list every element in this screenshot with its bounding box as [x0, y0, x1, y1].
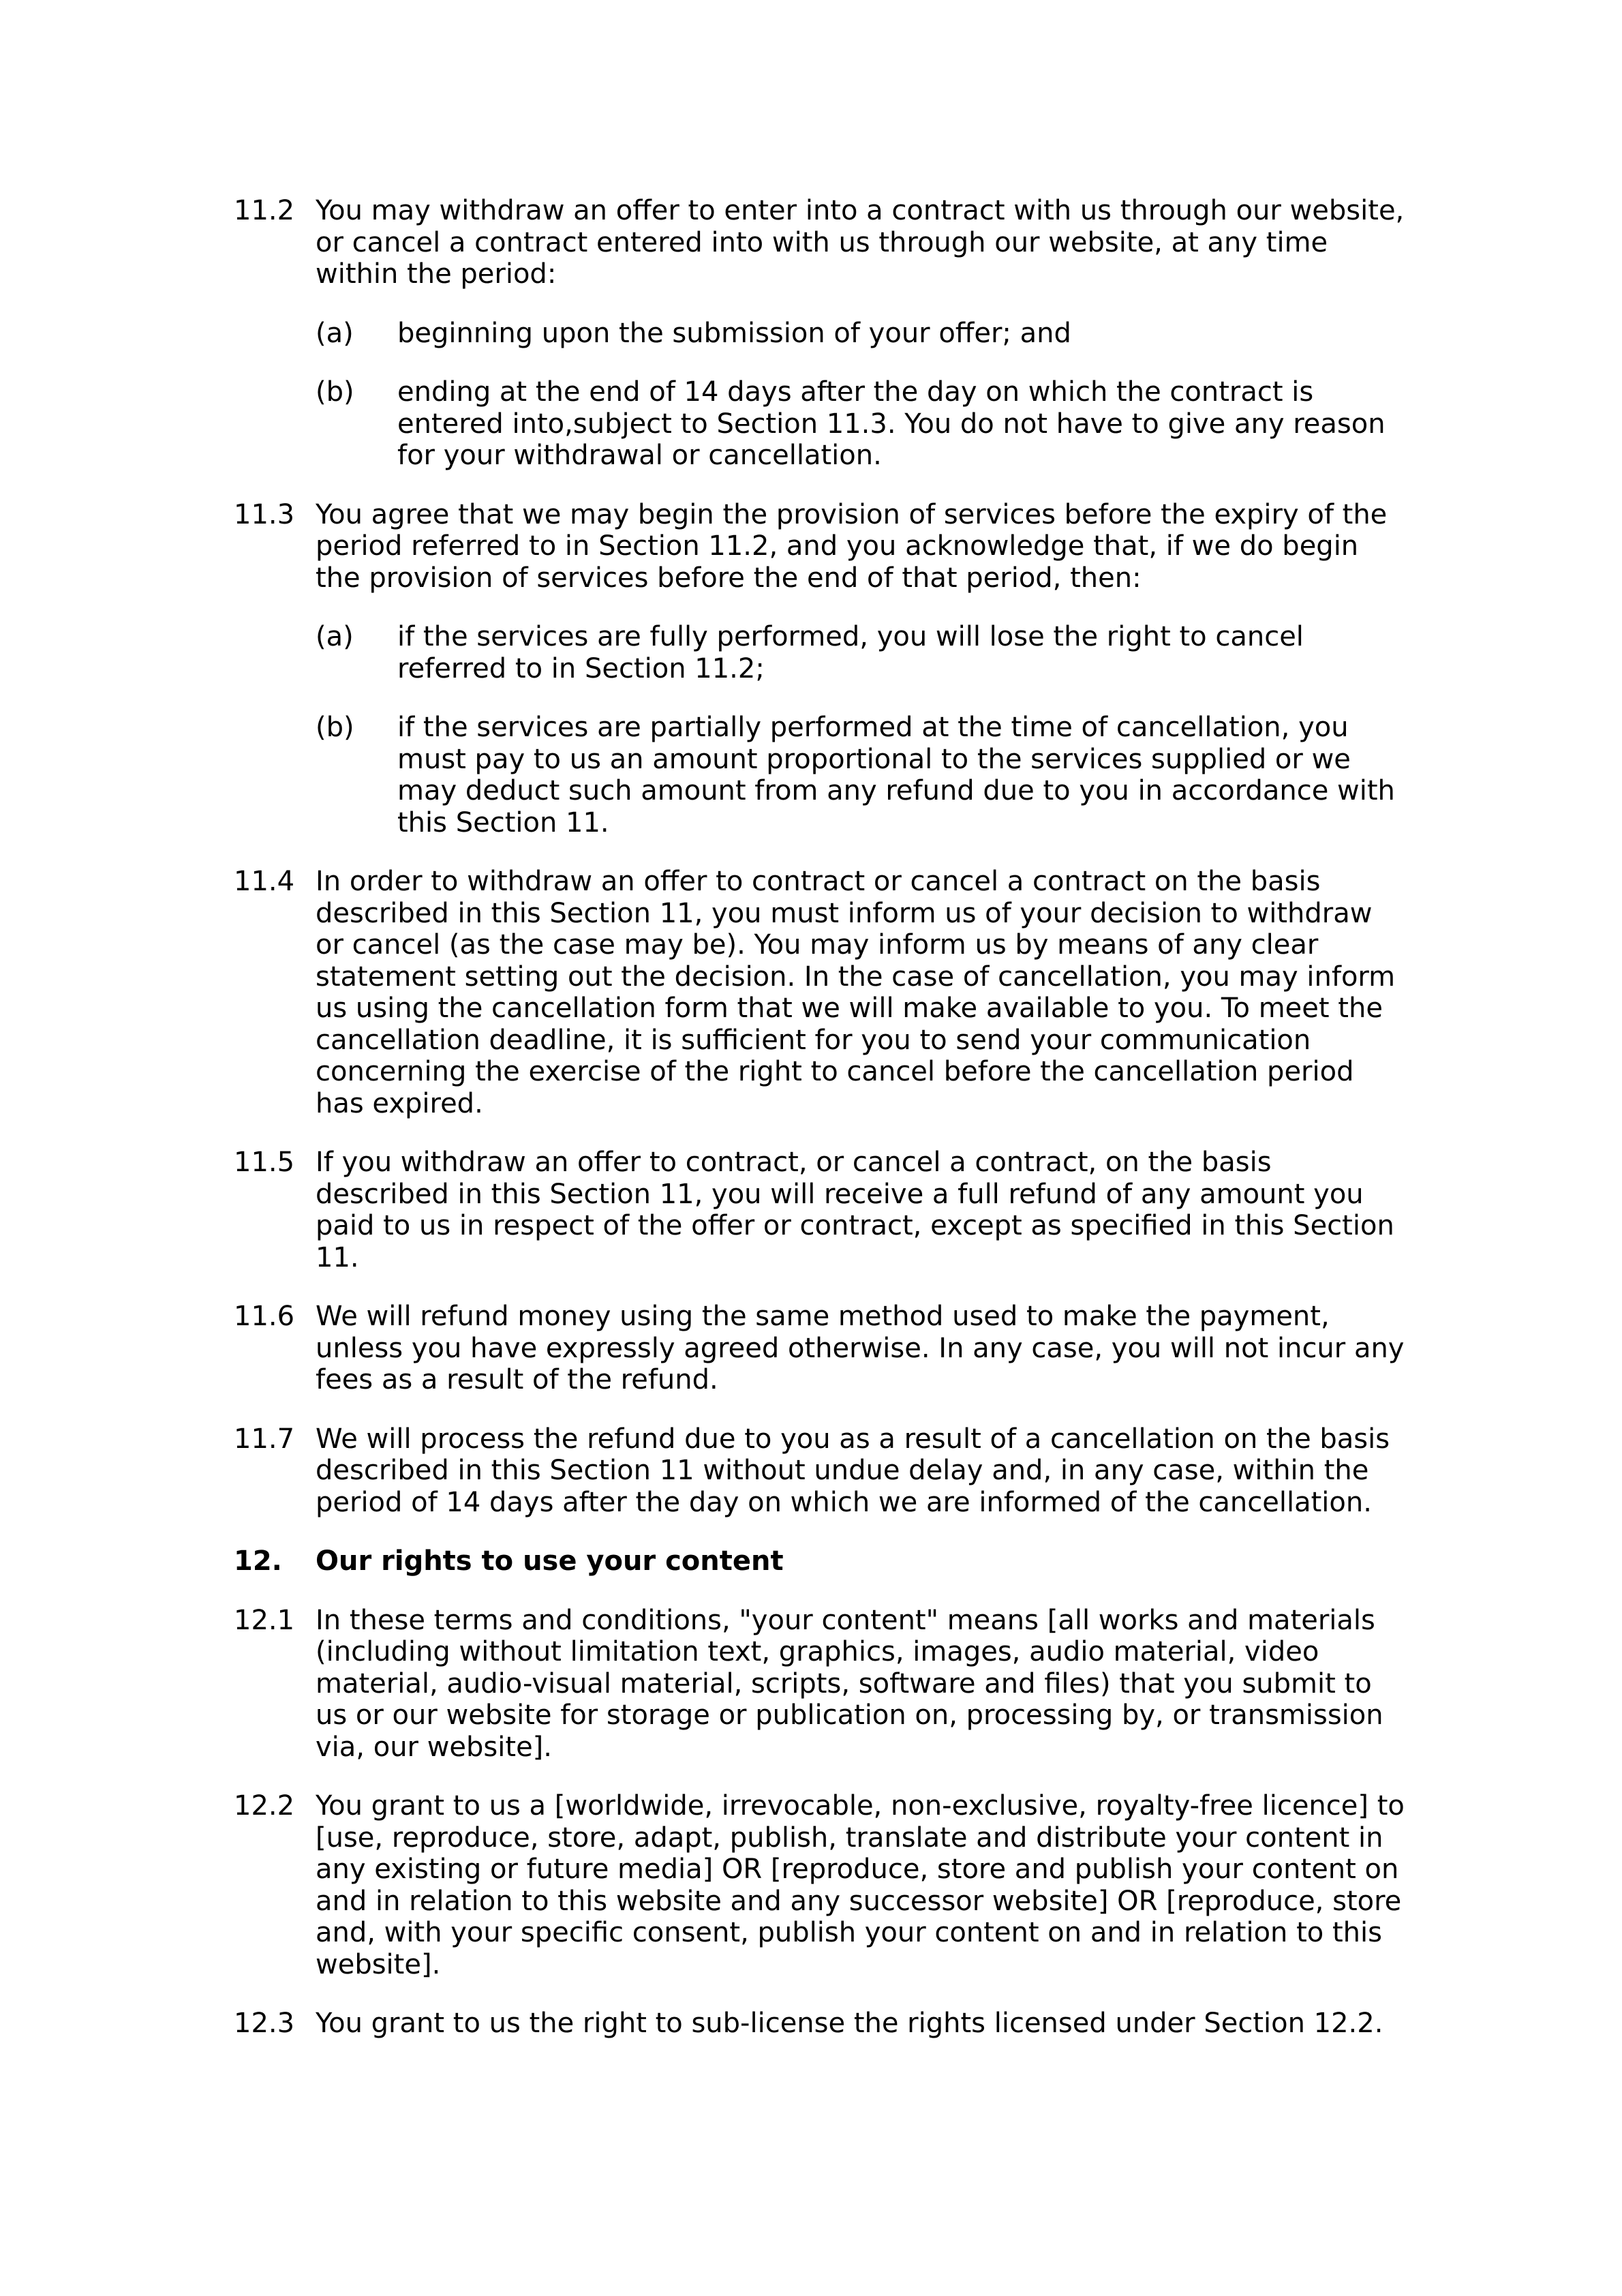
sub-clause: [316, 376, 1406, 472]
clause-number: 12.1: [234, 1604, 295, 1636]
clause-12-2: [234, 1790, 1406, 1980]
clause-text: We will process the refund due to you as a result of a cancellation on the basis described in this Section 11 without undue delay and, in any case, within the period of 14 days after the day on which we are informed of the cancellation.: [316, 1423, 1390, 1518]
clause-11-4: [234, 866, 1406, 1119]
clause-12-3: [234, 2008, 1406, 2040]
clause-body: [316, 195, 1406, 472]
sub-clause: [316, 621, 1406, 684]
clause-text: In these terms and conditions, "your content" means [all works and materials (including without limitation text, graphics, images, audio material, video material, audio-visual material, scripts, software and files) that you submit to us or our website for storage or publication on, processing by, or transmission via, our website].: [316, 1604, 1383, 1763]
sub-clause-text: beginning upon the submission of your offer; and: [397, 317, 1071, 349]
clause-number: 11.4: [234, 866, 295, 897]
sub-clause-label: (b): [316, 712, 354, 743]
sub-clause-text: if the services are partially performed at the time of cancellation, you must pay to us an amount proportional to the services supplied or we may deduct such amount from any refund due to you in accordance with this Section 11.: [397, 712, 1395, 839]
sub-clause-label: (a): [316, 317, 354, 349]
clause-11-2: [234, 195, 1406, 472]
sub-clause-label: (b): [316, 376, 354, 408]
section-heading: [234, 1545, 1406, 1577]
document-content: [234, 195, 1406, 2067]
clause-body: [316, 499, 1406, 839]
clause-text: You may withdraw an offer to enter into a contract with us through our website, or cancel a contract entered into with us through our website, at any time within the period:: [316, 195, 1405, 290]
clause-text: We will refund money using the same method used to make the payment, unless you have expressly agreed otherwise. In any case, you will not incur any fees as a result of the refund.: [316, 1301, 1405, 1395]
sub-clause-list: [316, 318, 1406, 472]
sub-clause-list: [316, 621, 1406, 839]
clause-11-3: [234, 499, 1406, 839]
clause-11-7: [234, 1423, 1406, 1519]
clause-text: In order to withdraw an offer to contract or cancel a contract on the basis described in this Section 11, you must inform us of your decision to withdraw or cancel (as the case may be). You may inform us by means of any clear statement setting out the decision. In the case of cancellation, you may inform us using the cancellation form that we will make available to you. To meet the cancellation deadline, it is sufficient for you to send your communication concerning the exercise of the right to cancel before the cancellation period has expired.: [316, 866, 1396, 1119]
clause-number: 11.5: [234, 1147, 295, 1178]
clause-number: 11.6: [234, 1301, 295, 1332]
sub-clause-text: ending at the end of 14 days after the day on which the contract is entered into,subject to Section 11.3. You do not have to give any reason for your withdrawal or cancellation.: [397, 376, 1386, 471]
clause-12-1: [234, 1605, 1406, 1764]
clause-number: 11.2: [234, 195, 295, 226]
section-number: 12.: [234, 1545, 282, 1577]
clause-number: 12.3: [234, 2008, 295, 2039]
clause-number: 11.3: [234, 498, 295, 530]
clause-number: 12.2: [234, 1790, 295, 1822]
sub-clause: [316, 318, 1406, 350]
sub-clause: [316, 712, 1406, 839]
sub-clause-text: if the services are fully performed, you will lose the right to cancel referred to in Section 11.2;: [397, 621, 1304, 684]
clause-text: You grant to us a [worldwide, irrevocable, non-exclusive, royalty-free licence] to [use, reproduce, store, adapt, publish, translate and distribute your content in any existing or future media] OR [reproduce, store and publish your content on and in relation to this website and any successor website] OR [reproduce, store and, with your specific consent, publish your content on and in relation to this website].: [316, 1790, 1405, 1980]
section-title: Our rights to use your content: [316, 1545, 784, 1577]
clause-number: 11.7: [234, 1423, 295, 1455]
clause-11-5: [234, 1147, 1406, 1273]
sub-clause-label: (a): [316, 621, 354, 652]
clause-11-6: [234, 1301, 1406, 1396]
clause-text: If you withdraw an offer to contract, or cancel a contract, on the basis described in this Section 11, you will receive a full refund of any amount you paid to us in respect of the offer or contract, except as specified in this Section 11.: [316, 1147, 1394, 1273]
clause-text: You grant to us the right to sub-license the rights licensed under Section 12.2.: [316, 2008, 1383, 2039]
clause-text: You agree that we may begin the provision of services before the expiry of the period referred to in Section 11.2, and you acknowledge that, if we do begin the provision of services before the end of that period, then:: [316, 498, 1388, 594]
